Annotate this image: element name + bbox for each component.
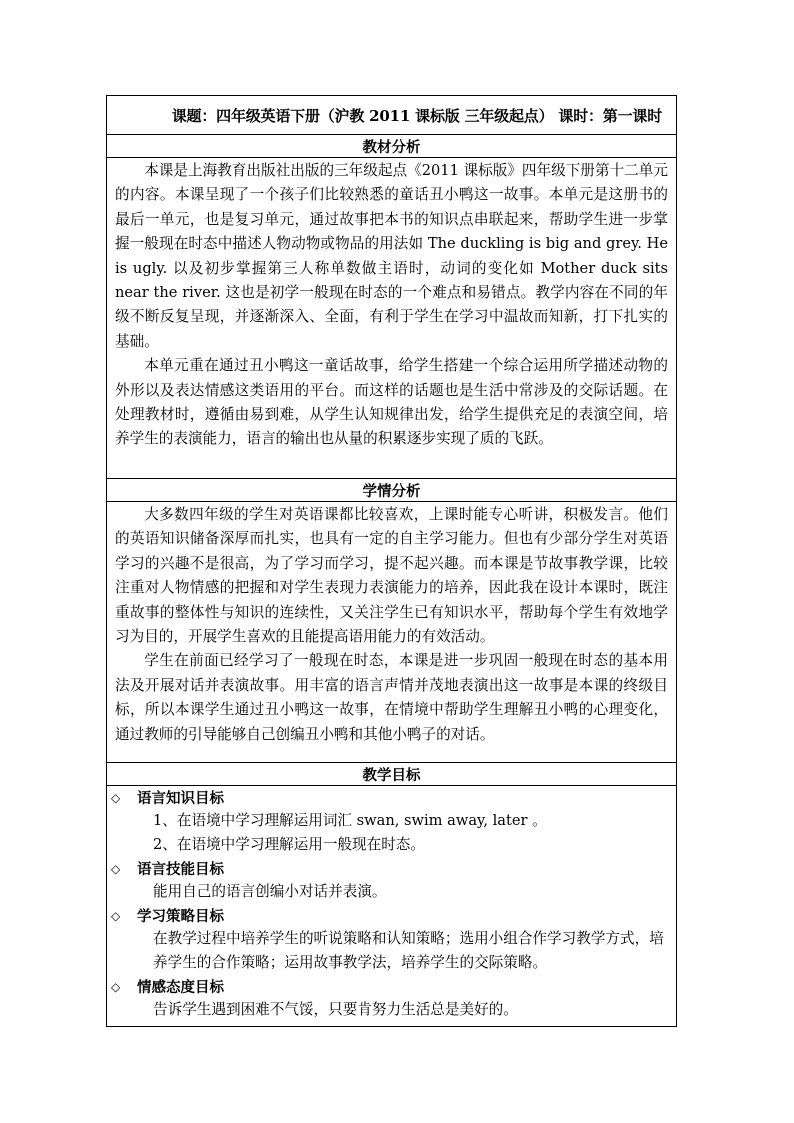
- goals-heading: 教学目标: [107, 763, 677, 786]
- goal-attitude-text: 告诉学生遇到困难不气馁，只要肯努力生活总是美好的。: [153, 1001, 518, 1018]
- goal-skill-header: [107, 857, 676, 880]
- diamond-bullet-icon: ◇: [111, 790, 121, 805]
- goal-attitude-label: 情感态度目标: [137, 979, 224, 996]
- goals-content: [107, 786, 677, 1027]
- goals-heading-row: [107, 763, 677, 786]
- material-content-row: [107, 158, 677, 479]
- material-heading: 教材分析: [107, 135, 677, 158]
- students-content: [107, 502, 677, 763]
- students-content-row: [107, 502, 677, 763]
- students-heading: 学情分析: [107, 479, 677, 502]
- goal-skill-label: 语言技能目标: [137, 861, 224, 878]
- diamond-bullet-icon: ◇: [111, 861, 121, 876]
- title-row: [107, 96, 677, 135]
- material-paragraph-1: 本课是上海教育出版社出版的三年级起点《2011 课标版》四年级下册第十二单元的内容。本课呈现了一个孩子们比较熟悉的童话丑小鸭这一故事。本单元是这册书的最后一单元，也是复习单元，通过故事把本书的知识点串联起来，帮助学生进一步掌握一般现在时态中描述人物动物或物品的用法如 The duckling is big and grey. He is ugly. 以及初步掌握第三人称单数做主语时，动词的变化如 Mother duck sits near the river. 这也是初学一般现在时态的一个难点和易错点。教学内容在不同的年级不断反复呈现，并逐渐深入、全面，有利于学生在学习中温故而知新，打下扎实的基础。: [115, 162, 668, 350]
- goal-skill-text: 能用自己的语言创编小对话并表演。: [153, 883, 387, 900]
- material-heading-row: [107, 135, 677, 158]
- lesson-plan-table: [106, 95, 677, 1027]
- goal-knowledge-header: [107, 786, 676, 809]
- goal-knowledge-label: 语言知识目标: [137, 790, 224, 807]
- diamond-bullet-icon: ◇: [111, 979, 121, 994]
- goal-strategy-label: 学习策略目标: [137, 908, 224, 925]
- students-paragraph-2: 学生在前面已经学习了一般现在时态，本课是进一步巩固一般现在时态的基本用法及开展对话并表演故事。用丰富的语言声情并茂地表演出这一故事是本课的终级目标，所以本课学生通过丑小鸭这一故事，在情境中帮助学生理解丑小鸭的心理变化，通过教师的引导能够自己创编丑小鸭和其他小鸭子的对话。: [115, 652, 668, 743]
- goal-strategy-text: 在教学过程中培养学生的听说策略和认知策略；选用小组合作学习教学方式，培养学生的合作策略；运用故事教学法，培养学生的交际策略。: [153, 930, 664, 971]
- goals-content-row: [107, 786, 677, 1027]
- students-heading-row: [107, 479, 677, 502]
- students-paragraph-1: 大多数四年级的学生对英语课都比较喜欢，上课时能专心听讲，积极发言。他们的英语知识储备深厚而扎实，也具有一定的自主学习能力。但也有少部分学生对英语学习的兴趣不是很高，为了学习而学习，提不起兴趣。而本课是节故事教学课，比较注重对人物情感的把握和对学生表现力表演能力的培养，因此我在设计本课时，既注重故事的整体性与知识的连续性，又关注学生已有知识水平，帮助每个学生有效地学习为目的，开展学生喜欢的且能提高语用能力的有效活动。: [115, 506, 668, 646]
- goal-knowledge-item-2: 2、在语境中学习理解运用一般现在时态。: [153, 836, 425, 853]
- lesson-title: 课题：四年级英语下册（沪教 2011 课标版 三年级起点） 课时：第一课时: [107, 96, 677, 135]
- material-paragraph-2: 本单元重在通过丑小鸭这一童话故事，给学生搭建一个综合运用所学描述动物的外形以及表达情感这类语用的平台。而这样的话题也是生活中常涉及的交际话题。在处理教材时，遵循由易到难，从学生认知规律出发，给学生提供充足的表演空间，培养学生的表演能力，语言的输出也从量的积累逐步实现了质的飞跃。: [115, 357, 668, 448]
- goal-knowledge-item-1: 1、在语境中学习理解运用词汇 swan, swim away, later 。: [153, 812, 547, 829]
- goal-strategy-header: [107, 904, 676, 927]
- goal-attitude-header: [107, 975, 676, 998]
- material-content: [107, 158, 677, 479]
- diamond-bullet-icon: ◇: [111, 908, 121, 923]
